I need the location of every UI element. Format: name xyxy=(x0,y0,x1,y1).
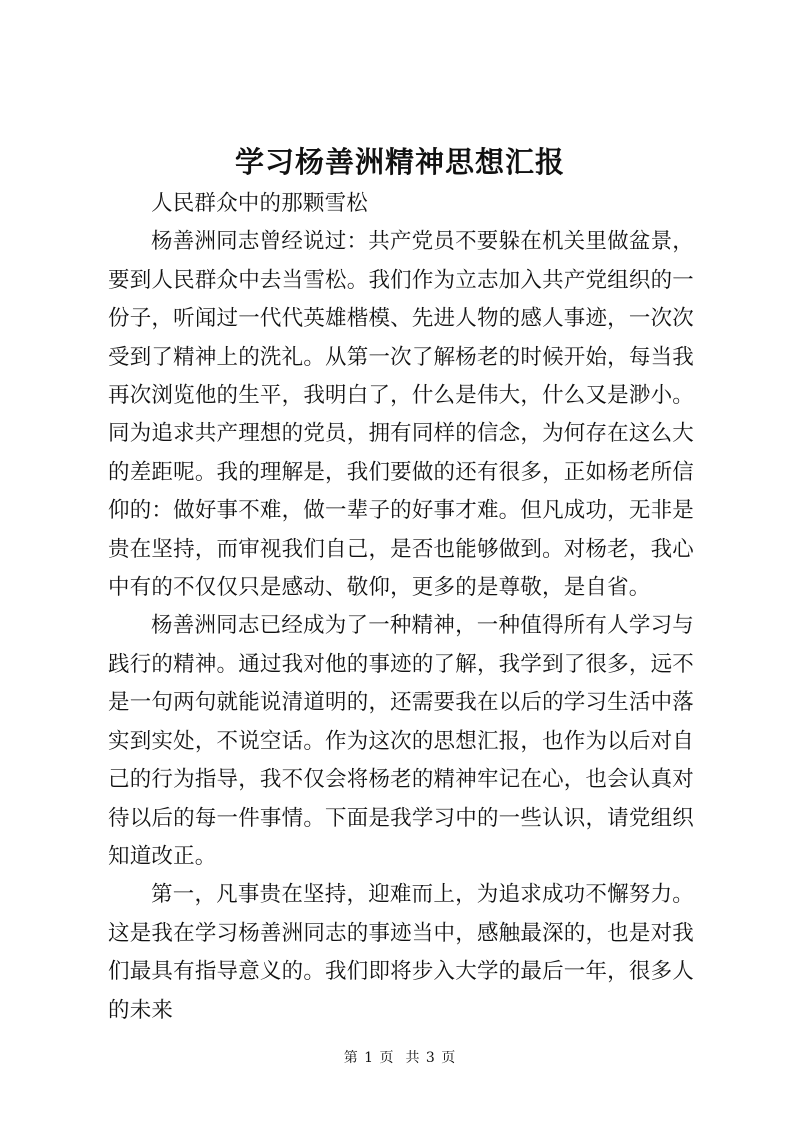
page-number-footer: 第 1 页 共 3 页 xyxy=(343,1050,457,1066)
document-body xyxy=(108,185,694,1030)
document-title: 学习杨善洲精神思想汇报 xyxy=(234,145,565,179)
subtitle-paragraph: 人民群众中的那颗雪松 xyxy=(151,191,369,216)
body-paragraph: 杨善洲同志已经成为了一种精神，一种值得所有人学习与践行的精神。通过我对他的事迹的了解，我学到了很多，远不是一句两句就能说清道明的，还需要我在以后的学习生活中落实到实处，不说空话。作为这次的思想汇报，也作为以后对自己的行为指导，我不仅会将杨老的精神牢记在心，也会认真对待以后的每一件事情。下面是我学习中的一些认识，请党组织知道改正。 xyxy=(108,613,694,869)
body-paragraph: 第一，凡事贵在坚持，迎难而上，为追求成功不懈努力。这是我在学习杨善洲同志的事迹当中，感触最深的，也是对我们最具有指导意义的。我们即将步入大学的最后一年，很多人的未来 xyxy=(108,882,694,1023)
body-paragraph: 杨善洲同志曾经说过：共产党员不要躲在机关里做盆景，要到人民群众中去当雪松。我们作为立志加入共产党组织的一份子，听闻过一代代英雄楷模、先进人物的感人事迹，一次次受到了精神上的洗礼。从第一次了解杨老的时候开始，每当我再次浏览他的生平，我明白了，什么是伟大，什么又是渺小。同为追求共产理想的党员，拥有同样的信念，为何存在这么大的差距呢。我的理解是，我们要做的还有很多，正如杨老所信仰的：做好事不难，做一辈子的好事才难。但凡成功，无非是贵在坚持，而审视我们自己，是否也能够做到。对杨老，我心中有的不仅仅只是感动、敬仰，更多的是尊敬，是自省。 xyxy=(108,229,694,601)
